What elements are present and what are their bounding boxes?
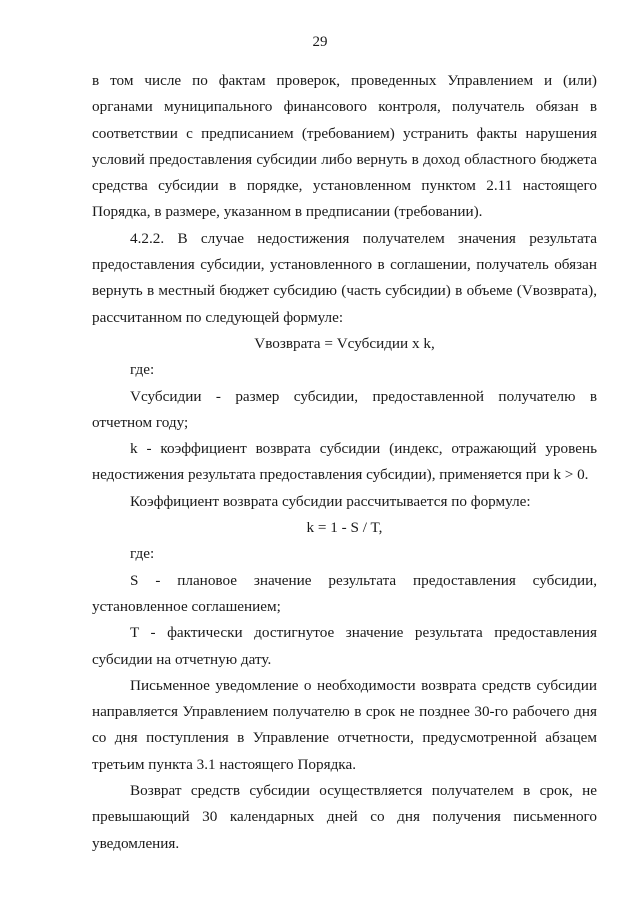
paragraph-where: где: bbox=[130, 545, 155, 563]
paragraph: k - коэффициент возврата субсидии (индекс, отражающий уровень недостижения результата предоставления субсидии), применяется при k > 0. bbox=[92, 440, 597, 484]
formula: Vвозврата = Vсубсидии x k, bbox=[254, 334, 435, 352]
paragraph: Коэффициент возврата субсидии рассчитывается по формуле: bbox=[130, 492, 531, 510]
paragraph: 4.2.2. В случае недостижения получателем значения результата предоставления субсидии, установленного в соглашении, получатель обязан вернуть в местный бюджет субсидию (часть субсидии) в объеме (Vвозврата), рассчитанном по следующей формуле: bbox=[92, 229, 597, 326]
paragraph: Письменное уведомление о необходимости возврата средств субсидии направляется Управлением получателю в срок не позднее 30-го рабочего дня со дня поступления в Управление отчетности, предусмотренной абзацем третьим пункта 3.1 настоящего Порядка. bbox=[92, 676, 597, 773]
paragraph: в том числе по фактам проверок, проведенных Управлением и (или) органами муниципального финансового контроля, получатель обязан в соответствии с предписанием (требованием) устранить факты нарушения условий предоставления субсидии либо вернуть в доход областного бюджета средства субсидии в порядке, установленном пунктом 2.11 настоящего Порядка, в размере, указанном в предписании (требовании). bbox=[92, 72, 597, 221]
paragraph: T - фактически достигнутое значение результата предоставления субсидии на отчетную дату. bbox=[92, 624, 597, 668]
paragraph-where: где: bbox=[130, 361, 155, 379]
formula: k = 1 - S / T, bbox=[306, 519, 383, 537]
paragraph: S - плановое значение результата предоставления субсидии, установленное соглашением; bbox=[92, 571, 597, 615]
paragraph: Vсубсидии - размер субсидии, предоставленной получателю в отчетном году; bbox=[92, 387, 597, 431]
paragraph: Возврат средств субсидии осуществляется получателем в срок, не превышающий 30 календарных дней со дня получения письменного уведомления. bbox=[92, 782, 597, 852]
page-number: 29 bbox=[312, 34, 328, 50]
document-body bbox=[92, 68, 597, 857]
